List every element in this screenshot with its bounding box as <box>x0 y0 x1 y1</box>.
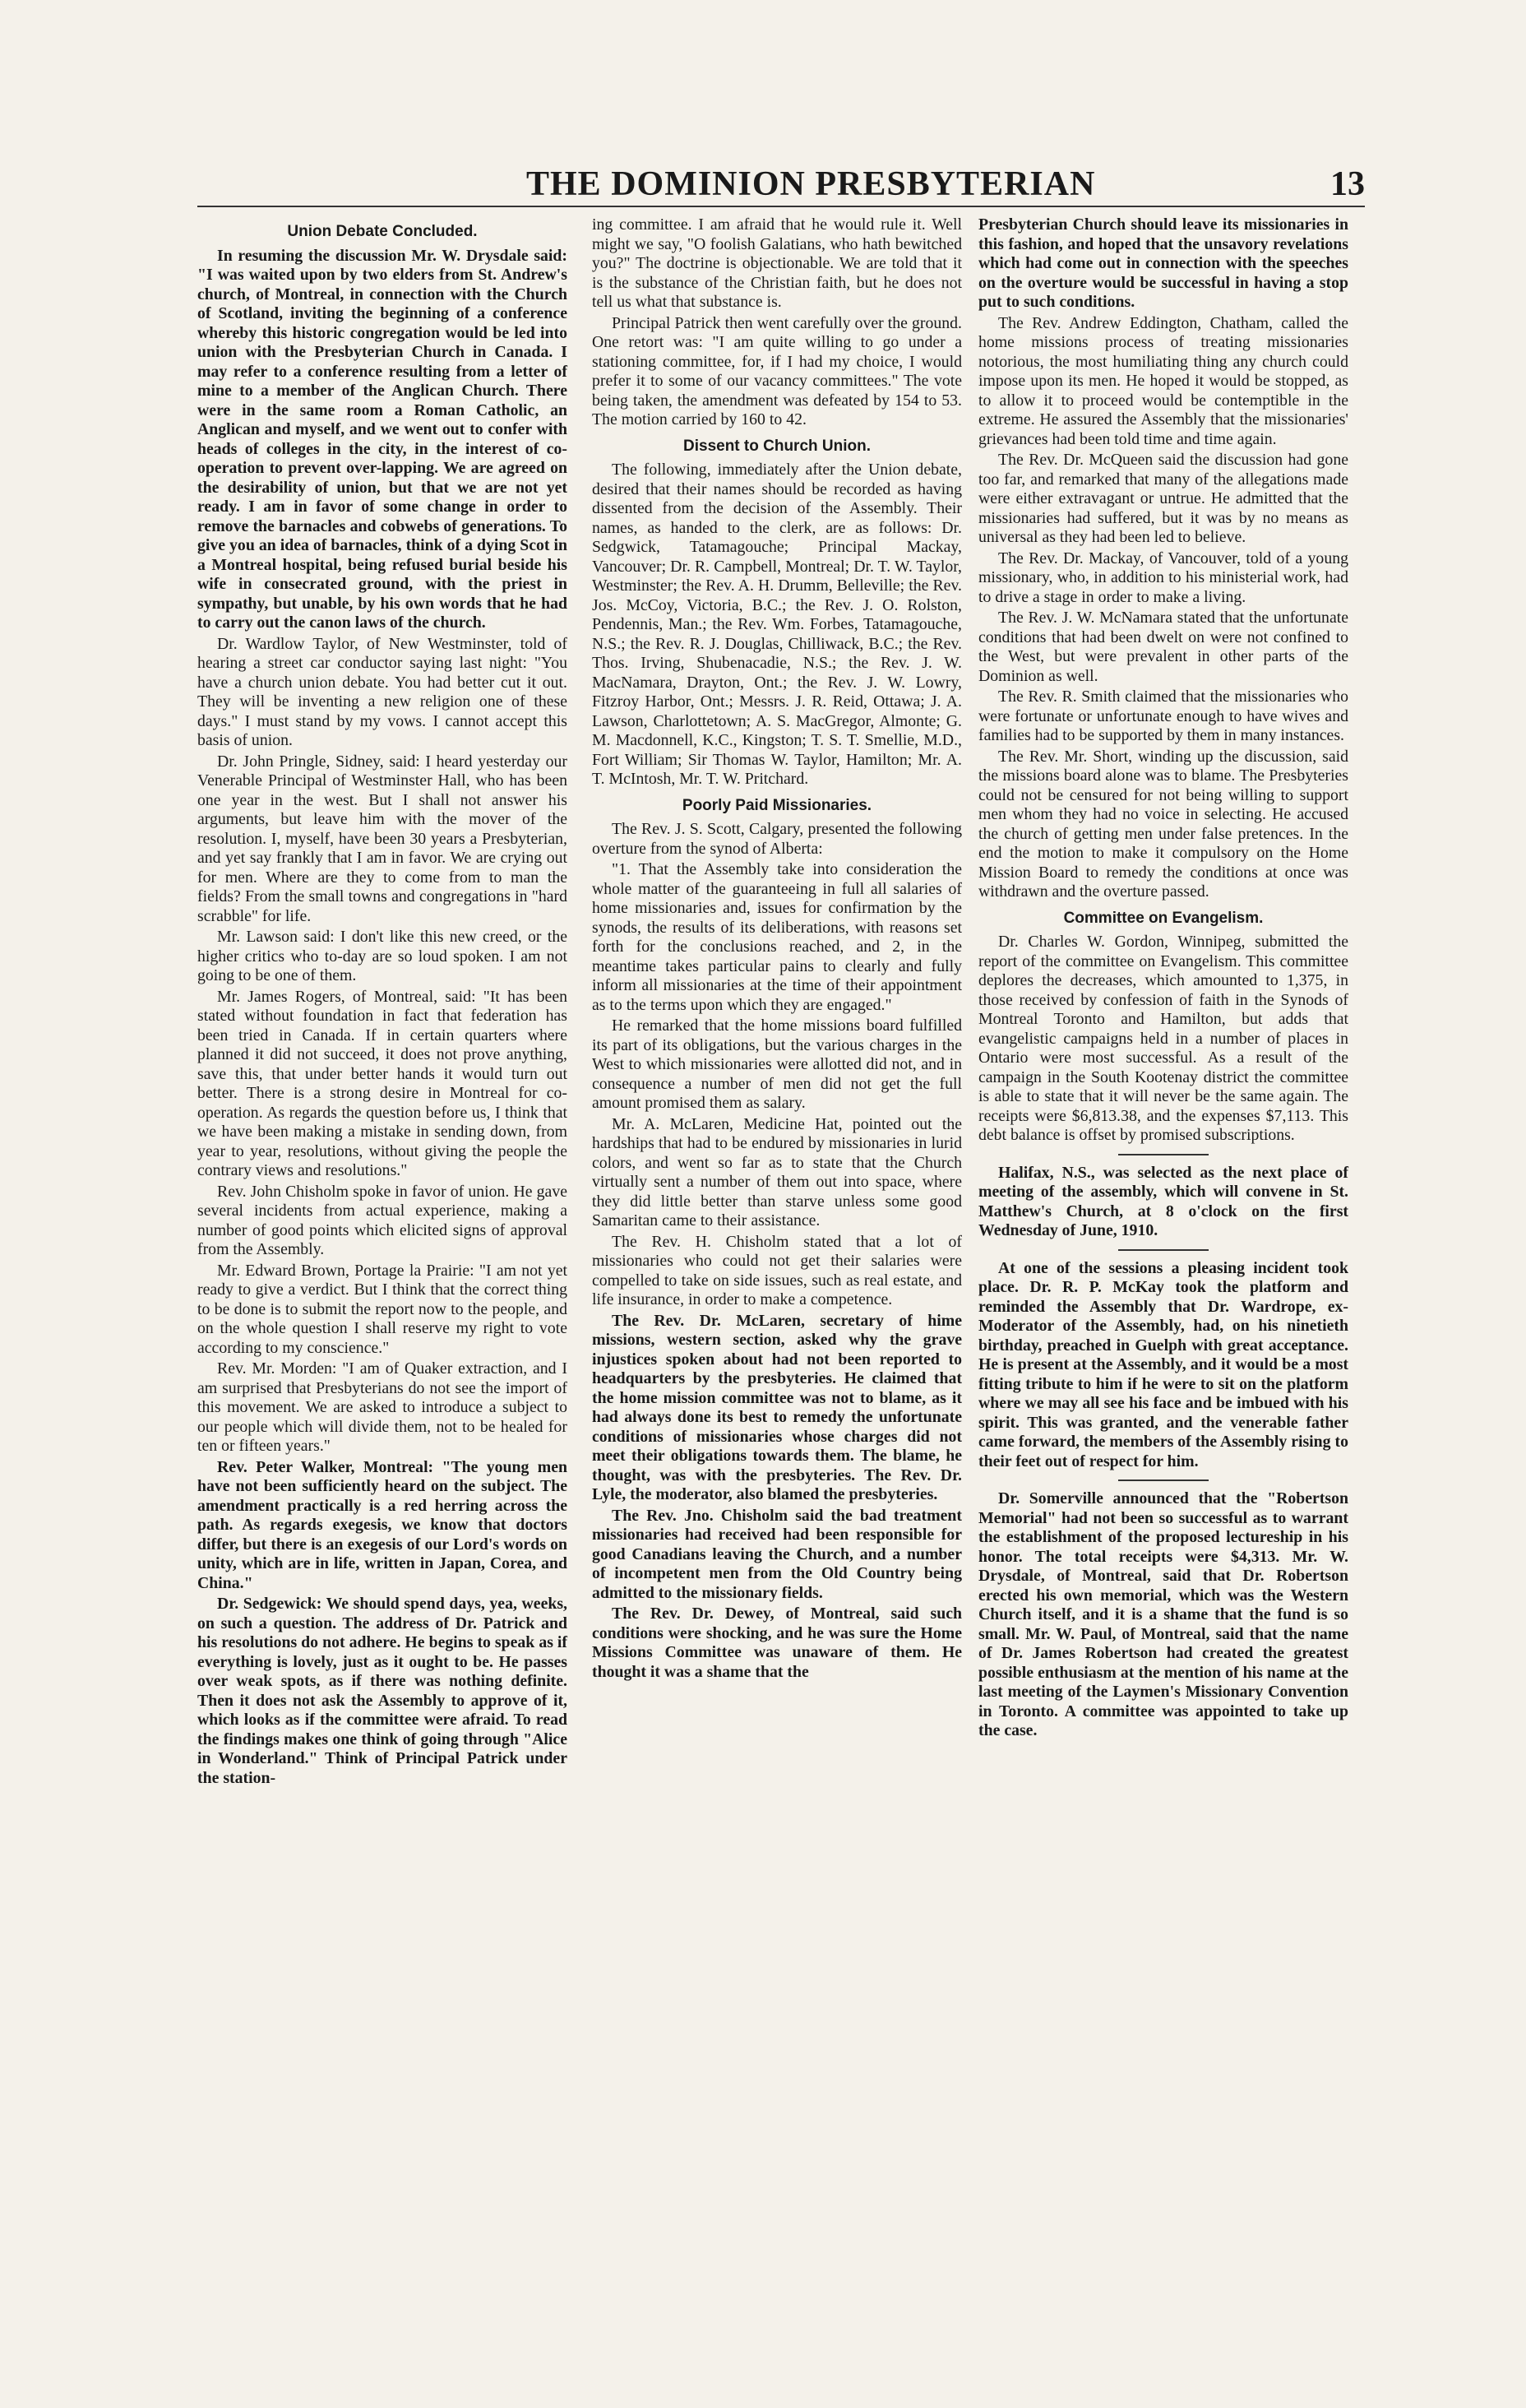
paragraph: Principal Patrick then went carefully over the ground. One retort was: "I am quite willing to go under a stationing committee, for, if I had my choice, I would prefer it to some of our vacancy committees." The vote being taken, the amendment was defeated by 154 to 53. The motion carried by 160 to 42. <box>592 313 962 428</box>
page-number: 13 <box>1330 165 1365 203</box>
paragraph: Mr. Edward Brown, Portage la Prairie: "I am not yet ready to give a verdict. But I think that the correct thing to be done is to submit the report now to the people, and on the whole question I shall reserve my right to vote according to my conscience." <box>197 1261 567 1357</box>
paragraph: Rev. Mr. Morden: "I am of Quaker extraction, and I am surprised that Presbyterians do not see the import of this movement. We are asked to introduce a subject to our people which will divide them, not to be healed for ten or fifteen years." <box>197 1359 567 1455</box>
paragraph: Dr. Sedgewick: We should spend days, yea, weeks, on such a question. The address of Dr. Patrick and his resolutions do not adhere. He begins to speak as if everything is lovely, just as it ought to be. He passes over weak spots, as if there was nothing definite. Then it does not ask the Assembly to approve of it, which looks as if the committee were afraid. To read the findings makes one think of going through "Alice in Wonderland." Think of Principal Patrick under the station- <box>197 1595 567 1787</box>
paragraph: The Rev. H. Chisholm stated that a lot of missionaries who could not get their salaries were compelled to take on side issues, such as real estate, and life insurance, in order to make a competence. <box>592 1232 962 1308</box>
paragraph: At one of the sessions a pleasing incident took place. Dr. R. P. McKay took the platform and reminded the Assembly that Dr. Wardrope, ex-Moderator of the Assembly, had, on his ninetieth birthday, preached in Guelph with great acceptance. He is present at the Assembly, and it would be a most fitting tribute to him if he were to sit on the platform where we may all see his face and be imbued with his spirit. This was granted, and the venerable father came forward, the members of the Assembly rising to their feet out of respect for him. <box>978 1258 1348 1470</box>
paragraph: The Rev. J. W. McNamara stated that the unfortunate conditions that had been dwelt on were not confined to the West, but were prevalent in other parts of the Dominion as well. <box>978 609 1348 685</box>
paragraph: He remarked that the home missions board fulfilled its part of its obligations, but the various charges in the West to which missionaries were allotted did not, and in consequence a number of men did not get the full amount promised them as salary. <box>592 1016 962 1112</box>
paragraph: Dr. Somerville announced that the "Robertson Memorial" had not been so successful as to warrant the establishment of the proposed lectureship in his honor. The total receipts were $4,313. Mr. W. Drysdale, of Montreal, said that Dr. Robertson erected his own memorial, which was the Western Church itself, and it is a shame that the fund is so small. Mr. W. Paul, of Montreal, said that the name of Dr. James Robertson had created the greatest possible enthusiasm at the mention of his name at the last meeting of the Laymen's Missionary Convention in Toronto. A committee was appointed to take up the case. <box>978 1489 1348 1739</box>
paragraph: Rev. Peter Walker, Montreal: "The young men have not been sufficiently heard on the subject. The amendment practically is a red herring across the path. As regards exegesis, we know that doctors differ, but there is an exegesis of our Lord's words on unity, which are in life, written in Japan, Corea, and China." <box>197 1457 567 1592</box>
section-heading-missionaries: Poorly Paid Missionaries. <box>682 796 872 814</box>
separator-rule <box>1118 1480 1209 1481</box>
publication-title: THE DOMINION PRESBYTERIAN <box>526 165 1096 203</box>
paragraph: Mr. A. McLaren, Medicine Hat, pointed out the hardships that had to be endured by missionaries in lurid colors, and went so far as to state that the Church virtually sent a number of them out into space, where they did little better than starve unless some good Samaritan came to their assistance. <box>592 1114 962 1229</box>
header-rule <box>197 206 1365 207</box>
paragraph: The Rev. J. S. Scott, Calgary, presented the following overture from the synod of Alberta: <box>592 820 962 858</box>
paragraph: The Rev. R. Smith claimed that the missionaries who were fortunate or unfortunate enough to have wives and families had to be supported by them in many instances. <box>978 688 1348 744</box>
column-2 <box>592 215 962 1683</box>
paragraph: Halifax, N.S., was selected as the next place of meeting of the assembly, which will convene in St. Matthew's Church, at 8 o'clock on the first Wednesday of June, 1910. <box>978 1163 1348 1239</box>
section-heading-evangelism: Committee on Evangelism. <box>1063 909 1264 927</box>
paragraph: Mr. Lawson said: I don't like this new creed, or the higher critics who to-day are so loud spoken. I am not going to be one of them. <box>197 928 567 984</box>
paragraph: The Rev. Dr. Mackay, of Vancouver, told of a young missionary, who, in addition to his ministerial work, had to drive a stage in order to make a living. <box>978 549 1348 606</box>
paragraph: In resuming the discussion Mr. W. Drysdale said: "I was waited upon by two elders from St. Andrew's church, of Montreal, in connection with the Church of Scotland, inviting the beginning of a conference whereby this historic congregation would be led into union with the Presbyterian Church in Canada. I may refer to a conference resulting from a letter of mine to a member of the Anglican Church. There were in the same room a Roman Catholic, an Anglican and myself, and we went out to confer with heads of colleges in the city, in the interest of co-operation to prevent over-lapping. We are agreed on the desirability of union, but that we are not yet ready. I am in favor of some change in order to remove the barnacles and cobwebs of generations. To give you an idea of barnacles, think of a dying Scot in a Montreal hospital, being refused burial beside his wife in consecrated ground, with the priest in sympathy, but unable, by his own words that he had to carry out the canon laws of the church. <box>197 246 567 632</box>
section-heading-dissent: Dissent to Church Union. <box>683 437 871 455</box>
paragraph: The Rev. Andrew Eddington, Chatham, called the home missions process of treating missionaries notorious, the most humiliating thing any church could impose upon its men. He hoped it would be stopped, as to allow it to proceed would be contemptible in the extreme. He assured the Assembly that the missionaries' grievances had been told time and time again. <box>978 313 1348 448</box>
paragraph: Dr. Wardlow Taylor, of New Westminster, told of hearing a street car conductor saying last night: "You have a church union debate. You had better cut it out. They will be inventing a new religion one of these days." I must stand by my vows. I cannot accept this basis of union. <box>197 634 567 749</box>
separator-rule <box>1118 1249 1209 1251</box>
paragraph: "1. That the Assembly take into consideration the whole matter of the guaranteeing in full all salaries of home missionaries and, issues for confirmation by the synods, the results of its deliberations, with reasons set forth for the conclusions reached, and 2, in the meantime takes particular pains to clearly and fully inform all missionaries at the time of their appointment as to the terms upon which they are engaged." <box>592 860 962 1014</box>
paragraph: The Rev. Dr. Dewey, of Montreal, said such conditions were shocking, and he was sure the Home Missions Committee was unaware of them. He thought it was a shame that the <box>592 1605 962 1681</box>
paragraph: The Rev. Jno. Chisholm said the bad treatment missionaries had received had been responsible for good Canadians leaving the Church, and a number of incompetent men from the Old Country being admitted to the missionary fields. <box>592 1506 962 1602</box>
paragraph: The following, immediately after the Union debate, desired that their names should be recorded as having dissented from the decision of the Assembly. Their names, as handed to the clerk, are as follows: Dr. Sedgwick, Tatamagouche; Principal Mackay, Vancouver; Dr. R. Campbell, Montreal; Dr. T. W. Taylor, Westminster; the Rev. A. H. Drumm, Belleville; the Rev. Jos. McCoy, Victoria, B.C.; the Rev. J. O. Rolston, Pendennis, Man.; the Rev. Wm. Forbes, Tatamagouche, N.S.; the Rev. R. J. Douglas, Chilliwack, B.C.; the Rev. Thos. Irving, Shubenacadie, N.S.; the Rev. J. W. MacNamara, Drayton, Ont.; the Rev. J. W. Lowry, Fitzroy Harbor, Ont.; Messrs. J. R. Reid, Ottawa; J. A. Lawson, Charlottetown; A. S. MacGregor, Almonte; G. M. Macdonnell, K.C., Kingston; T. S. T. Smellie, M.D., Fort William; Sir Thomas W. Taylor, Hamilton; Mr. A. T. McIntosh, Mr. T. W. Pritchard. <box>592 461 962 788</box>
paragraph: The Rev. Mr. Short, winding up the discussion, said the missions board alone was to blame. The Presbyteries could not be censured for not being willing to support men whom they had no voice in selecting. He accused the church of getting men under false pretences. In the end the motion to make it compulsory on the Home Mission Board to remedy the conditions at once was withdrawn and the overture passed. <box>978 747 1348 901</box>
paragraph: The Rev. Dr. McQueen said the discussion had gone too far, and remarked that many of the allegations made were either extravagant or untrue. He admitted that the missionaries had suffered, but it was by no means as universal as they had been led to believe. <box>978 451 1348 546</box>
column-1 <box>197 215 567 1790</box>
paragraph: Rev. John Chisholm spoke in favor of union. He gave several incidents from actual experience, making a number of good points which elicited signs of approval from the Assembly. <box>197 1182 567 1258</box>
paragraph: Presbyterian Church should leave its missionaries in this fashion, and hoped that the unsavory revelations which had come out in connection with the speeches on the overture would be successful in having a stop put to such conditions. <box>978 215 1348 311</box>
column-3 <box>978 215 1348 1743</box>
paragraph: The Rev. Dr. McLaren, secretary of hime missions, western section, asked why the grave injustices spoken about had not been reported to headquarters by the presbyteries. He claimed that the home mission committee was not to blame, as it had always done its best to remedy the unfortunate conditions of missionaries whose charges did not meet their obligations towards them. The blame, he thought, was with the presbyteries. The Rev. Dr. Lyle, the moderator, also blamed the presbyteries. <box>592 1311 962 1503</box>
paragraph: Mr. James Rogers, of Montreal, said: "It has been stated without foundation in fact that federation has been tried in Canada. If in certain quarters where planned it did not succeed, it does not prove anything, save this, that under better hands it would turn out better. There is a strong desire in Montreal for co-operation. As regards the question before us, I think that we have been making a mistake in sending down, from year to year, resolutions, without giving the people the contrary views and resolutions." <box>197 987 567 1179</box>
separator-rule <box>1118 1154 1209 1155</box>
paragraph: Dr. Charles W. Gordon, Winnipeg, submitted the report of the committee on Evangelism. This committee deplores the decreases, which amounted to 1,375, in those received by confession of faith in the Synods of Montreal Toronto and Hamilton, but adds that evangelistic campaigns held in a number of places in Ontario were most successful. As a result of the campaign in the South Kootenay district the committee is able to state that it will never be the same again. The receipts were $6,813.38, and the expenses $7,113. This debt balance is offset by promised subscriptions. <box>978 933 1348 1144</box>
paragraph: Dr. John Pringle, Sidney, said: I heard yesterday our Venerable Principal of Westminster Hall, who has been one year in the west. But I shall not answer his arguments, but leave him with the mover of the resolution. I, myself, have been 30 years a Presbyterian, and yet say frankly that I am in favor. We are crying out for men. Where are they to come from to man the fields? From the small towns and congregations in "hard scrabble" for life. <box>197 752 567 925</box>
paragraph: ing committee. I am afraid that he would rule it. Well might we say, "O foolish Galatians, who hath bewitched you?" The doctrine is objectionable. We are told that it is the substance of the Christian faith, but he does not tell us what that substance is. <box>592 215 962 311</box>
section-heading-union-debate: Union Debate Concluded. <box>287 223 478 240</box>
